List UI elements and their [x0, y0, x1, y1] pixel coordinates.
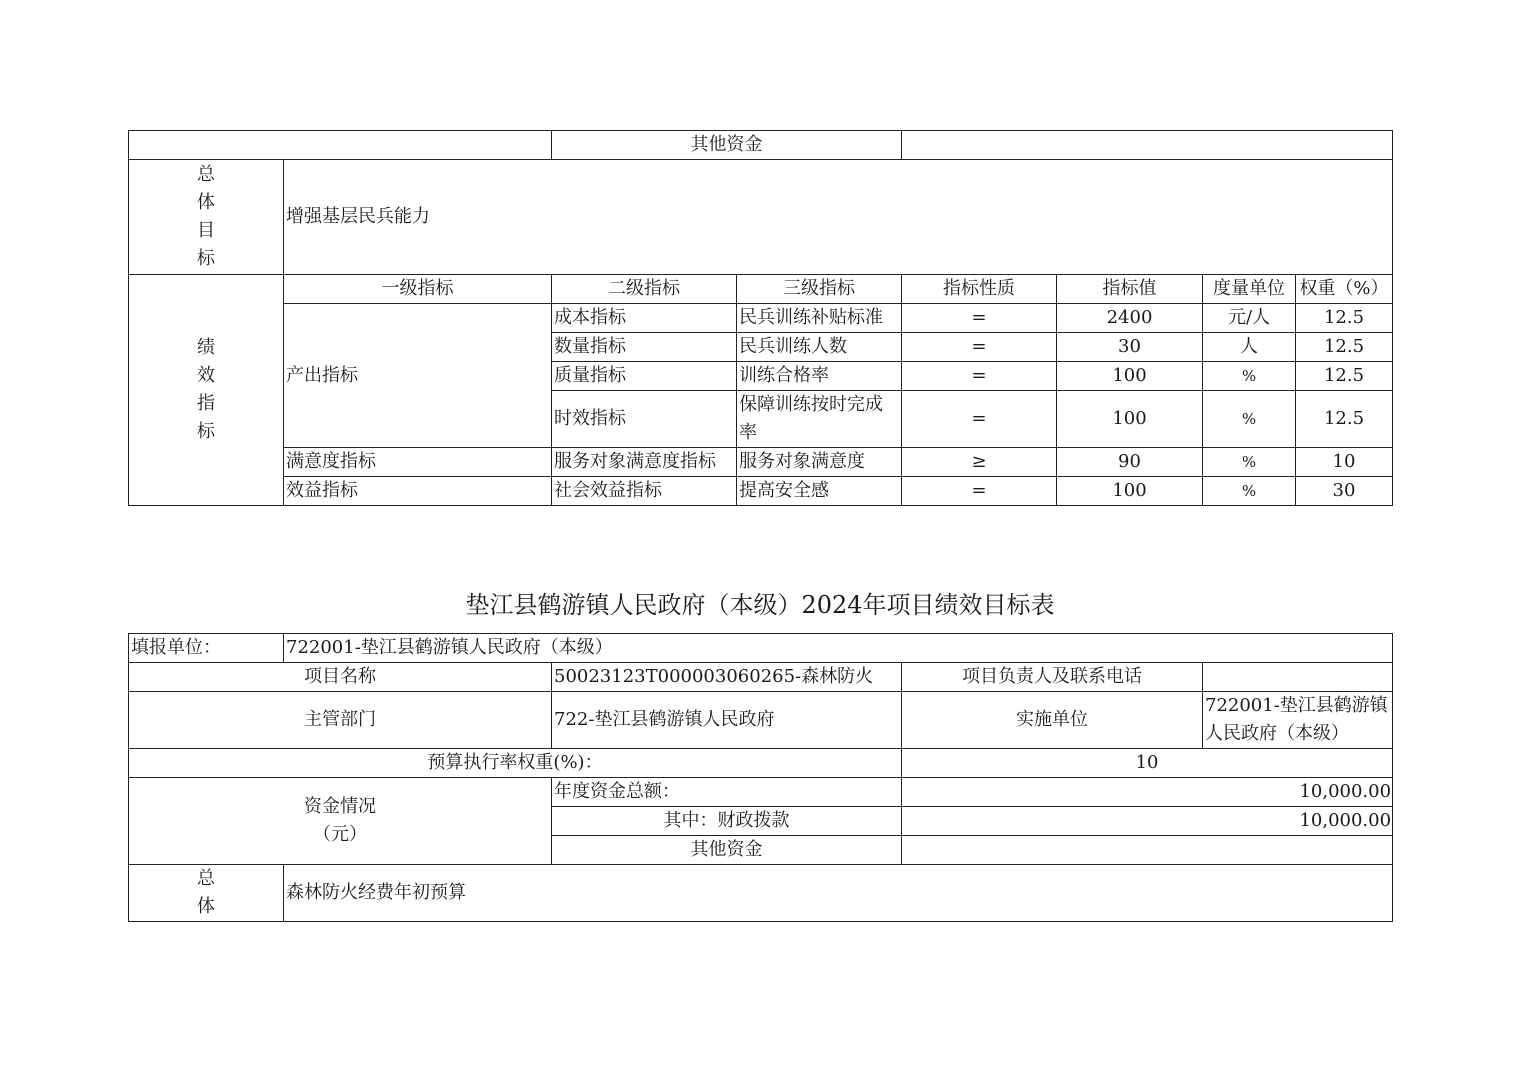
value-cell: 90 [1057, 448, 1203, 477]
nature-cell: = [902, 391, 1057, 448]
level1-cell: 效益指标 [284, 477, 552, 506]
funds-row [129, 778, 1393, 807]
nature-cell: = [902, 362, 1057, 391]
level2-cell: 数量指标 [552, 333, 737, 362]
other-funds-label: 其他资金 [552, 131, 902, 160]
nature-cell: = [902, 333, 1057, 362]
overall-goal-text-bottom: 森林防火经费年初预算 [284, 865, 1393, 922]
overall-goal-text: 增强基层民兵能力 [284, 160, 1393, 275]
level2-cell: 时效指标 [552, 391, 737, 448]
other-funds-row [129, 131, 1393, 160]
level3-cell: 保障训练按时完成率 [737, 391, 902, 448]
unit-cell: 元/人 [1203, 304, 1296, 333]
budget-rate-value: 10 [902, 749, 1393, 778]
level3-cell: 民兵训练人数 [737, 333, 902, 362]
weight-cell: 12.5 [1296, 304, 1393, 333]
value-cell: 100 [1057, 391, 1203, 448]
unit-cell: % [1203, 477, 1296, 506]
other-funds-label-bottom: 其他资金 [552, 836, 902, 865]
overall-goal-row [129, 160, 1393, 275]
dept-label: 主管部门 [129, 692, 552, 749]
unit-cell: % [1203, 362, 1296, 391]
funds-label: 资金情况 （元） [129, 778, 552, 865]
header-nature: 指标性质 [902, 275, 1057, 304]
impl-label: 实施单位 [902, 692, 1203, 749]
header-value: 指标值 [1057, 275, 1203, 304]
performance-indicator-label: 绩 效 指 标 [129, 275, 284, 506]
unit-cell: 人 [1203, 333, 1296, 362]
level3-cell: 提高安全感 [737, 477, 902, 506]
value-cell: 30 [1057, 333, 1203, 362]
table-row [129, 448, 1393, 477]
budget-rate-row [129, 749, 1393, 778]
overall-goal-label-bottom: 总 体 [129, 865, 284, 922]
level2-cell: 质量指标 [552, 362, 737, 391]
level2-cell: 服务对象满意度指标 [552, 448, 737, 477]
unit-cell: % [1203, 448, 1296, 477]
table-row [129, 304, 1393, 333]
output-level1: 产出指标 [284, 304, 552, 448]
fiscal-value: 10,000.00 [902, 807, 1393, 836]
performance-table-bottom [128, 633, 1393, 922]
value-cell: 100 [1057, 477, 1203, 506]
weight-cell: 12.5 [1296, 391, 1393, 448]
other-funds-value-bottom [902, 836, 1393, 865]
project-name-label: 项目名称 [129, 663, 552, 692]
weight-cell: 30 [1296, 477, 1393, 506]
value-cell: 2400 [1057, 304, 1203, 333]
contact-value [1203, 663, 1393, 692]
level2-cell: 社会效益指标 [552, 477, 737, 506]
unit-cell: % [1203, 391, 1296, 448]
value-cell: 100 [1057, 362, 1203, 391]
header-level2: 二级指标 [552, 275, 737, 304]
header-level1: 一级指标 [284, 275, 552, 304]
table-row [129, 477, 1393, 506]
level3-cell: 民兵训练补贴标准 [737, 304, 902, 333]
weight-cell: 12.5 [1296, 333, 1393, 362]
project-name-value: 50023123T000003060265-森林防火 [552, 663, 902, 692]
nature-cell: = [902, 304, 1057, 333]
level3-cell: 服务对象满意度 [737, 448, 902, 477]
weight-cell: 10 [1296, 448, 1393, 477]
header-weight: 权重（%） [1296, 275, 1393, 304]
overall-goal-row-bottom [129, 865, 1393, 922]
impl-value: 722001-垫江县鹤游镇人民政府（本级） [1203, 692, 1393, 749]
dept-value: 722-垫江县鹤游镇人民政府 [552, 692, 902, 749]
header-unit: 度量单位 [1203, 275, 1296, 304]
level3-cell: 训练合格率 [737, 362, 902, 391]
nature-cell: ≥ [902, 448, 1057, 477]
header-level3: 三级指标 [737, 275, 902, 304]
fiscal-label: 其中：财政拨款 [552, 807, 902, 836]
fill-unit-row [129, 634, 1393, 663]
annual-total-label: 年度资金总额： [552, 778, 902, 807]
annual-total-value: 10,000.00 [902, 778, 1393, 807]
level2-cell: 成本指标 [552, 304, 737, 333]
overall-goal-label: 总 体 目 标 [129, 160, 284, 275]
fill-unit-value: 722001-垫江县鹤游镇人民政府（本级） [284, 634, 1393, 663]
weight-cell: 12.5 [1296, 362, 1393, 391]
level1-cell: 满意度指标 [284, 448, 552, 477]
page-title: 垫江县鹤游镇人民政府（本级）2024年项目绩效目标表 [465, 591, 1055, 619]
budget-rate-label: 预算执行率权重(%)： [129, 749, 902, 778]
contact-label: 项目负责人及联系电话 [902, 663, 1203, 692]
dept-row [129, 692, 1393, 749]
fill-unit-label: 填报单位： [129, 634, 284, 663]
header-row [129, 275, 1393, 304]
nature-cell: = [902, 477, 1057, 506]
project-name-row [129, 663, 1393, 692]
performance-table-top [128, 130, 1393, 506]
